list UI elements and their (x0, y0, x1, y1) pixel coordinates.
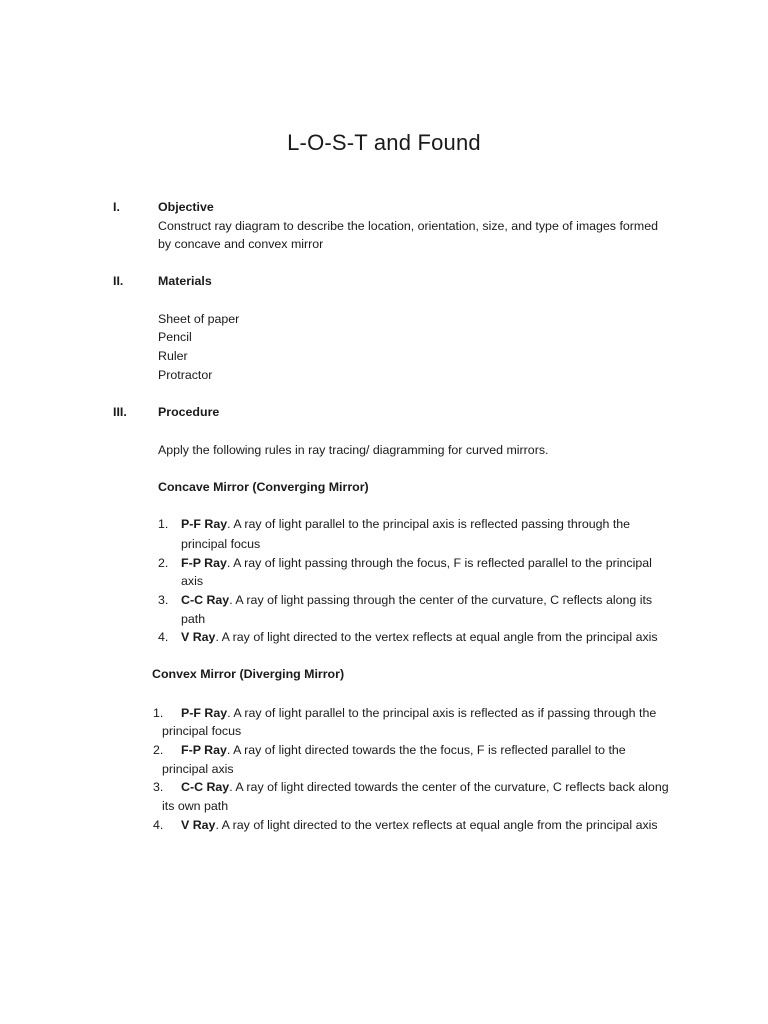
convex-rule (181, 741, 626, 760)
concave-rule (181, 515, 630, 534)
rule-label: C-C Ray (181, 593, 230, 607)
rule-text: . A ray of light parallel to the principal axis is reflected as if passing through the (227, 706, 657, 720)
rule-text: . A ray of light directed to the vertex reflects at equal angle from the principal axis (215, 630, 658, 644)
section-numeral-procedure: III. (113, 405, 127, 419)
convex-rule (181, 704, 656, 723)
rule-text: . A ray of light directed to the vertex reflects at equal angle from the principal axis (215, 818, 658, 832)
materials-item: Ruler (158, 349, 188, 363)
convex-rule-number: 3. (153, 780, 164, 794)
rule-text-continued: its own path (162, 799, 229, 813)
rule-text-continued: principal axis (162, 762, 234, 776)
materials-item: Protractor (158, 368, 213, 382)
concave-rule-number: 1. (158, 517, 169, 531)
convex-heading: Convex Mirror (Diverging Mirror) (152, 667, 345, 681)
page-title: L-O-S-T and Found (287, 130, 481, 155)
rule-text: . A ray of light passing through the center of the curvature, C reflects along its (229, 593, 653, 607)
concave-rule-number: 2. (158, 556, 169, 570)
rule-label: F-P Ray (181, 743, 227, 757)
section-heading-materials: Materials (158, 274, 212, 288)
concave-heading: Concave Mirror (Converging Mirror) (158, 480, 369, 494)
rule-text: . A ray of light passing through the focus, F is reflected parallel to the principal (226, 556, 652, 570)
concave-rule-number: 4. (158, 630, 169, 644)
convex-rule (181, 816, 658, 835)
rule-label: P-F Ray (181, 517, 228, 531)
section-numeral-objective: I. (113, 200, 120, 214)
rule-text: . A ray of light directed towards the the focus, F is reflected parallel to the (226, 743, 626, 757)
rule-label: P-F Ray (181, 706, 228, 720)
concave-rule (181, 591, 652, 610)
rule-text-continued: principal focus (162, 724, 242, 738)
convex-rule-number: 2. (153, 743, 164, 757)
section-heading-objective: Objective (158, 200, 214, 214)
concave-rule (181, 554, 652, 573)
convex-rule-number: 4. (153, 818, 164, 832)
rule-label: C-C Ray (181, 780, 230, 794)
rule-text-continued: axis (181, 574, 204, 588)
convex-rule (181, 778, 669, 797)
convex-rule-number: 1. (153, 706, 164, 720)
rule-label: V Ray (181, 818, 216, 832)
materials-item: Sheet of paper (158, 312, 240, 326)
rule-text: . A ray of light parallel to the principal axis is reflected passing through the (227, 517, 631, 531)
procedure-intro: Apply the following rules in ray tracing/ diagramming for curved mirrors. (158, 443, 549, 457)
rule-text-continued: path (181, 612, 206, 626)
objective-text-line-2: by concave and convex mirror (158, 237, 324, 251)
rule-label: F-P Ray (181, 556, 227, 570)
rule-text: . A ray of light directed towards the center of the curvature, C reflects back along (229, 780, 669, 794)
section-heading-procedure: Procedure (158, 405, 220, 419)
rule-label: V Ray (181, 630, 216, 644)
materials-item: Pencil (158, 330, 192, 344)
objective-text-line-1: Construct ray diagram to describe the location, orientation, size, and type of images formed (158, 219, 659, 233)
rule-text-continued: principal focus (181, 537, 261, 551)
concave-rule-number: 3. (158, 593, 169, 607)
section-numeral-materials: II. (113, 274, 124, 288)
concave-rule (181, 628, 658, 647)
